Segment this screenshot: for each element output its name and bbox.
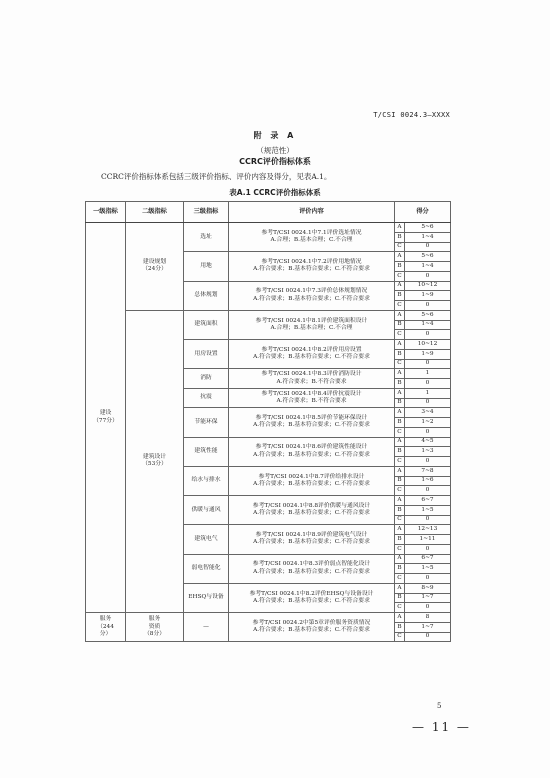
grade-letter: C	[395, 486, 405, 496]
level1-cell: 服务 （244 分）	[86, 613, 126, 642]
score-value: 0	[405, 398, 451, 408]
grade-letter: C	[395, 515, 405, 525]
grade-letter: B	[395, 505, 405, 515]
grade-letter: C	[395, 359, 405, 369]
grade-letter: B	[395, 476, 405, 486]
grade-letter: A	[395, 525, 405, 535]
score-value: 1~3	[405, 447, 451, 457]
score-value: 0	[405, 301, 451, 311]
level3-cell: 抗震	[184, 388, 229, 408]
score-value: 1~7	[405, 593, 451, 603]
score-value: 1~4	[405, 262, 451, 272]
score-value: 6~7	[405, 496, 451, 506]
score-value: 12~13	[405, 525, 451, 535]
indicator-table	[85, 201, 451, 642]
grade-letter: C	[395, 271, 405, 281]
grade-letter: A	[395, 281, 405, 291]
level3-cell: 建筑性能	[184, 437, 229, 466]
intro-paragraph: CCRC评价指标体系包括三级评价指标、评价内容及得分，见表A.1。	[101, 172, 332, 181]
grade-letter: C	[395, 603, 405, 613]
header-score: 得分	[395, 202, 451, 223]
score-value: 5~6	[405, 310, 451, 320]
score-value: 1~9	[405, 291, 451, 301]
level3-cell: 选址	[184, 223, 229, 252]
grade-letter: B	[395, 262, 405, 272]
grade-letter: B	[395, 418, 405, 428]
level3-cell: 弱电智能化	[184, 554, 229, 583]
level2-cell: 建筑设计 （53分）	[126, 310, 184, 612]
grade-letter: B	[395, 564, 405, 574]
score-value: 8	[405, 613, 451, 623]
score-value: 0	[405, 574, 451, 584]
appendix-label: 附 录 A	[253, 131, 297, 140]
score-value: 4~5	[405, 437, 451, 447]
level3-cell: 建筑电气	[184, 525, 229, 554]
grade-letter: B	[395, 398, 405, 408]
score-value: 0	[405, 359, 451, 369]
score-value: 1~4	[405, 232, 451, 242]
score-value: 5~6	[405, 223, 451, 233]
grade-letter: A	[395, 466, 405, 476]
level3-cell: 节能环保	[184, 408, 229, 437]
grade-letter: B	[395, 291, 405, 301]
grade-letter: B	[395, 447, 405, 457]
grade-letter: A	[395, 583, 405, 593]
grade-letter: A	[395, 408, 405, 418]
grade-letter: A	[395, 310, 405, 320]
document-id: T/CSI 0024.3—XXXX	[373, 111, 450, 119]
grade-letter: B	[395, 349, 405, 359]
grade-letter: B	[395, 593, 405, 603]
content-cell: 参考T/CSI 0024.1中8.3评价消防设计 A.符合要求；B.不符合要求	[229, 369, 395, 389]
grade-letter: C	[395, 457, 405, 467]
level3-cell: 给水与排水	[184, 466, 229, 495]
content-cell: 参考T/CSI 0024.1中8.2评价EHSQ与设备设计 A.符合要求；B.基本符合要求；C.不符合要求	[229, 583, 395, 612]
score-value: 1~9	[405, 349, 451, 359]
content-cell: 参考T/CSI 0024.1中7.3评价总体规划情况 A.符合要求；B.基本符合要求；C.不符合要求	[229, 281, 395, 310]
grade-letter: C	[395, 632, 405, 642]
header-level3: 三级指标	[184, 202, 229, 223]
score-value: 10~12	[405, 281, 451, 291]
header-level2: 二级指标	[126, 202, 184, 223]
grade-letter: A	[395, 340, 405, 350]
grade-letter: B	[395, 232, 405, 242]
content-cell: 参考T/CSI 0024.2中第5章评价服务资质情况 A.符合要求；B.基本符合要求；C.不符合要求	[229, 613, 395, 642]
table-header-row	[86, 202, 451, 223]
grade-letter: A	[395, 388, 405, 398]
score-value: 0	[405, 379, 451, 389]
level2-cell: 建设规划 （24分）	[126, 223, 184, 311]
level2-cell: 服务 资质 （8分）	[126, 613, 184, 642]
table-row	[86, 310, 451, 320]
grade-letter: B	[395, 535, 405, 545]
appendix-normative: （规范性）	[256, 146, 294, 155]
grade-letter: A	[395, 223, 405, 233]
level3-cell: —	[184, 613, 229, 642]
score-value: 1~5	[405, 505, 451, 515]
content-cell: 参考T/CSI 0024.1中7.1评价选址情况 A.合理；B.基本合理；C.不合理	[229, 223, 395, 252]
grade-letter: C	[395, 574, 405, 584]
grade-letter: A	[395, 437, 405, 447]
grade-letter: C	[395, 330, 405, 340]
content-cell: 参考T/CSI 0024.1中8.5评价节能环保设计 A.符合要求；B.基本符合要求；C.不符合要求	[229, 408, 395, 437]
content-cell: 参考T/CSI 0024.1中8.8评价供暖与通风设计 A.符合要求；B.基本符合要求；C.不符合要求	[229, 496, 395, 525]
score-value: 0	[405, 603, 451, 613]
grade-letter: C	[395, 544, 405, 554]
level3-cell: 总体规划	[184, 281, 229, 310]
score-value: 7~8	[405, 466, 451, 476]
grade-letter: A	[395, 496, 405, 506]
score-value: 0	[405, 457, 451, 467]
content-cell: 参考T/CSI 0024.1中8.7评价给排水设计 A.符合要求；B.基本符合要求；C.不符合要求	[229, 466, 395, 495]
grade-letter: A	[395, 252, 405, 262]
content-cell: 参考T/CSI 0024.1中7.2评价用地情况 A.符合要求；B.基本符合要求；C.不符合要求	[229, 252, 395, 281]
score-value: 0	[405, 486, 451, 496]
grade-letter: B	[395, 379, 405, 389]
score-value: 1~11	[405, 535, 451, 545]
header-level1: 一级指标	[86, 202, 126, 223]
level3-cell: 消防	[184, 369, 229, 389]
page-number: 5	[437, 702, 442, 710]
header-content: 评价内容	[229, 202, 395, 223]
score-value: 0	[405, 515, 451, 525]
grade-letter: A	[395, 613, 405, 623]
table-row	[86, 223, 451, 233]
score-value: 1	[405, 369, 451, 379]
content-cell: 参考T/CSI 0024.1中8.9评价建筑电气设计 A.符合要求；B.基本符合要求；C.不符合要求	[229, 525, 395, 554]
level3-cell: 建筑面积	[184, 310, 229, 339]
footer-page-number: — 11 —	[412, 720, 471, 734]
grade-letter: B	[395, 622, 405, 632]
score-value: 6~7	[405, 554, 451, 564]
content-cell: 参考T/CSI 0024.1中8.1评价建筑面积设计 A.合理；B.基本合理；C.不合理	[229, 310, 395, 339]
score-value: 0	[405, 330, 451, 340]
score-value: 8~9	[405, 583, 451, 593]
score-value: 0	[405, 271, 451, 281]
grade-letter: C	[395, 301, 405, 311]
grade-letter: B	[395, 320, 405, 330]
level3-cell: EHSQ与设备	[184, 583, 229, 612]
score-value: 1	[405, 388, 451, 398]
score-value: 0	[405, 632, 451, 642]
score-value: 1~5	[405, 564, 451, 574]
content-cell: 参考T/CSI 0024.1中8.2评价用房设置 A.符合要求；B.基本符合要求；C.不符合要求	[229, 340, 395, 369]
score-value: 0	[405, 544, 451, 554]
appendix-title: CCRC评价指标体系	[239, 157, 311, 166]
grade-letter: A	[395, 554, 405, 564]
grade-letter: A	[395, 369, 405, 379]
score-value: 3~4	[405, 408, 451, 418]
level3-cell: 用地	[184, 252, 229, 281]
table-row	[86, 613, 451, 623]
table-caption: 表A.1 CCRC评价指标体系	[229, 188, 321, 197]
score-value: 0	[405, 427, 451, 437]
grade-letter: C	[395, 242, 405, 252]
score-value: 5~6	[405, 252, 451, 262]
score-value: 10~12	[405, 340, 451, 350]
score-value: 1~7	[405, 622, 451, 632]
score-value: 1~4	[405, 320, 451, 330]
content-cell: 参考T/CSI 0024.1中8.6评价建筑性能设计 A.符合要求；B.基本符合要求；C.不符合要求	[229, 437, 395, 466]
level1-cell: 建设 （77分）	[86, 223, 126, 613]
content-cell: 参考T/CSI 0024.1中8.4评价抗震设计 A.符合要求；B.不符合要求	[229, 388, 395, 408]
score-value: 1~2	[405, 418, 451, 428]
grade-letter: C	[395, 427, 405, 437]
score-value: 1~6	[405, 476, 451, 486]
level3-cell: 供暖与通风	[184, 496, 229, 525]
level3-cell: 用房设置	[184, 340, 229, 369]
score-value: 0	[405, 242, 451, 252]
content-cell: 参考T/CSI 0024.1中8.3评价弱点智能化设计 A.符合要求；B.基本符合要求；C.不符合要求	[229, 554, 395, 583]
